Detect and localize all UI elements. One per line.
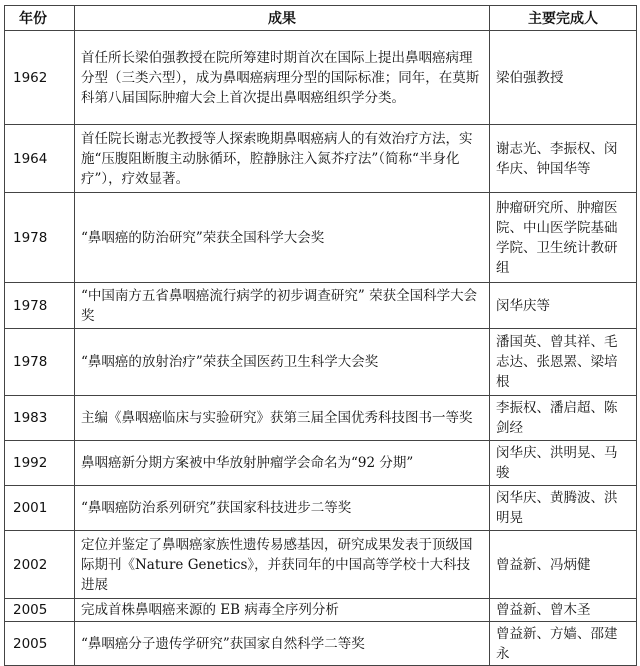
- year-cell: 1983: [5, 396, 75, 441]
- table-row: [5, 125, 637, 193]
- year-cell: 2001: [5, 486, 75, 531]
- achievement-cell: 首任所长梁伯强教授在院所筹建时期首次在国际上提出鼻咽癌病理分型（三类六型），成为鼻咽癌病理分型的国际标准；同年，在莫斯科第八届国际肿瘤大会上首次提出鼻咽癌组织学分类。: [75, 31, 490, 125]
- year-cell: 2005: [5, 622, 75, 666]
- year-cell: 1964: [5, 125, 75, 193]
- achievement-cell: 首任院长谢志光教授等人探索晚期鼻咽癌病人的有效治疗方法，实施“压腹阻断腹主动脉循环，腔静脉注入氮芥疗法”（简称“半身化疗”），疗效显著。: [75, 125, 490, 193]
- persons-cell: 闵华庆等: [490, 283, 637, 329]
- table-row: [5, 193, 637, 283]
- table-row: [5, 531, 637, 599]
- header-achievement: 成果: [75, 6, 490, 31]
- persons-cell: 潘国英、曾其祥、毛志达、张恩罴、梁培根: [490, 329, 637, 396]
- table-row: [5, 486, 637, 531]
- persons-cell: 李振权、潘启超、陈剑经: [490, 396, 637, 441]
- table-row: [5, 283, 637, 329]
- achievement-cell: 鼻咽癌新分期方案被中华放射肿瘤学会命名为“92 分期”: [75, 441, 490, 486]
- achievement-cell: “鼻咽癌的放射治疗”荣获全国医药卫生科学大会奖: [75, 329, 490, 396]
- table-row: [5, 441, 637, 486]
- persons-cell: 闵华庆、黄腾波、洪明晃: [490, 486, 637, 531]
- achievement-cell: “鼻咽癌分子遗传学研究”获国家自然科学二等奖: [75, 622, 490, 666]
- year-cell: 1978: [5, 193, 75, 283]
- header-year: 年份: [5, 6, 75, 31]
- persons-cell: 曾益新、冯炳健: [490, 531, 637, 599]
- year-cell: 1978: [5, 329, 75, 396]
- persons-cell: 梁伯强教授: [490, 31, 637, 125]
- persons-cell: 闵华庆、洪明晃、马骏: [490, 441, 637, 486]
- year-cell: 1978: [5, 283, 75, 329]
- achievement-cell: 定位并鉴定了鼻咽癌家族性遗传易感基因，研究成果发表于顶级国际期刊《Nature Genetics》，并获同年的中国高等学校十大科技进展: [75, 531, 490, 599]
- year-cell: 2002: [5, 531, 75, 599]
- persons-cell: 谢志光、李振权、闵华庆、钟国华等: [490, 125, 637, 193]
- table-row: [5, 599, 637, 622]
- achievement-cell: “鼻咽癌防治系列研究”获国家科技进步二等奖: [75, 486, 490, 531]
- achievements-table: [4, 5, 637, 666]
- year-cell: 1962: [5, 31, 75, 125]
- persons-cell: 曾益新、曾木圣: [490, 599, 637, 622]
- header-persons: 主要完成人: [490, 6, 637, 31]
- achievement-cell: 完成首株鼻咽癌来源的 EB 病毒全序列分析: [75, 599, 490, 622]
- year-cell: 2005: [5, 599, 75, 622]
- persons-cell: 肿瘤研究所、肿瘤医院、中山医学院基础学院、卫生统计教研组: [490, 193, 637, 283]
- persons-cell: 曾益新、方嫱、邵建永: [490, 622, 637, 666]
- achievement-cell: “鼻咽癌的防治研究”荣获全国科学大会奖: [75, 193, 490, 283]
- table-row: [5, 396, 637, 441]
- table-row: [5, 329, 637, 396]
- year-cell: 1992: [5, 441, 75, 486]
- achievement-cell: “中国南方五省鼻咽癌流行病学的初步调查研究” 荣获全国科学大会奖: [75, 283, 490, 329]
- achievement-cell: 主编《鼻咽癌临床与实验研究》获第三届全国优秀科技图书一等奖: [75, 396, 490, 441]
- table-row: [5, 622, 637, 666]
- table-header-row: [5, 6, 637, 31]
- table-row: [5, 31, 637, 125]
